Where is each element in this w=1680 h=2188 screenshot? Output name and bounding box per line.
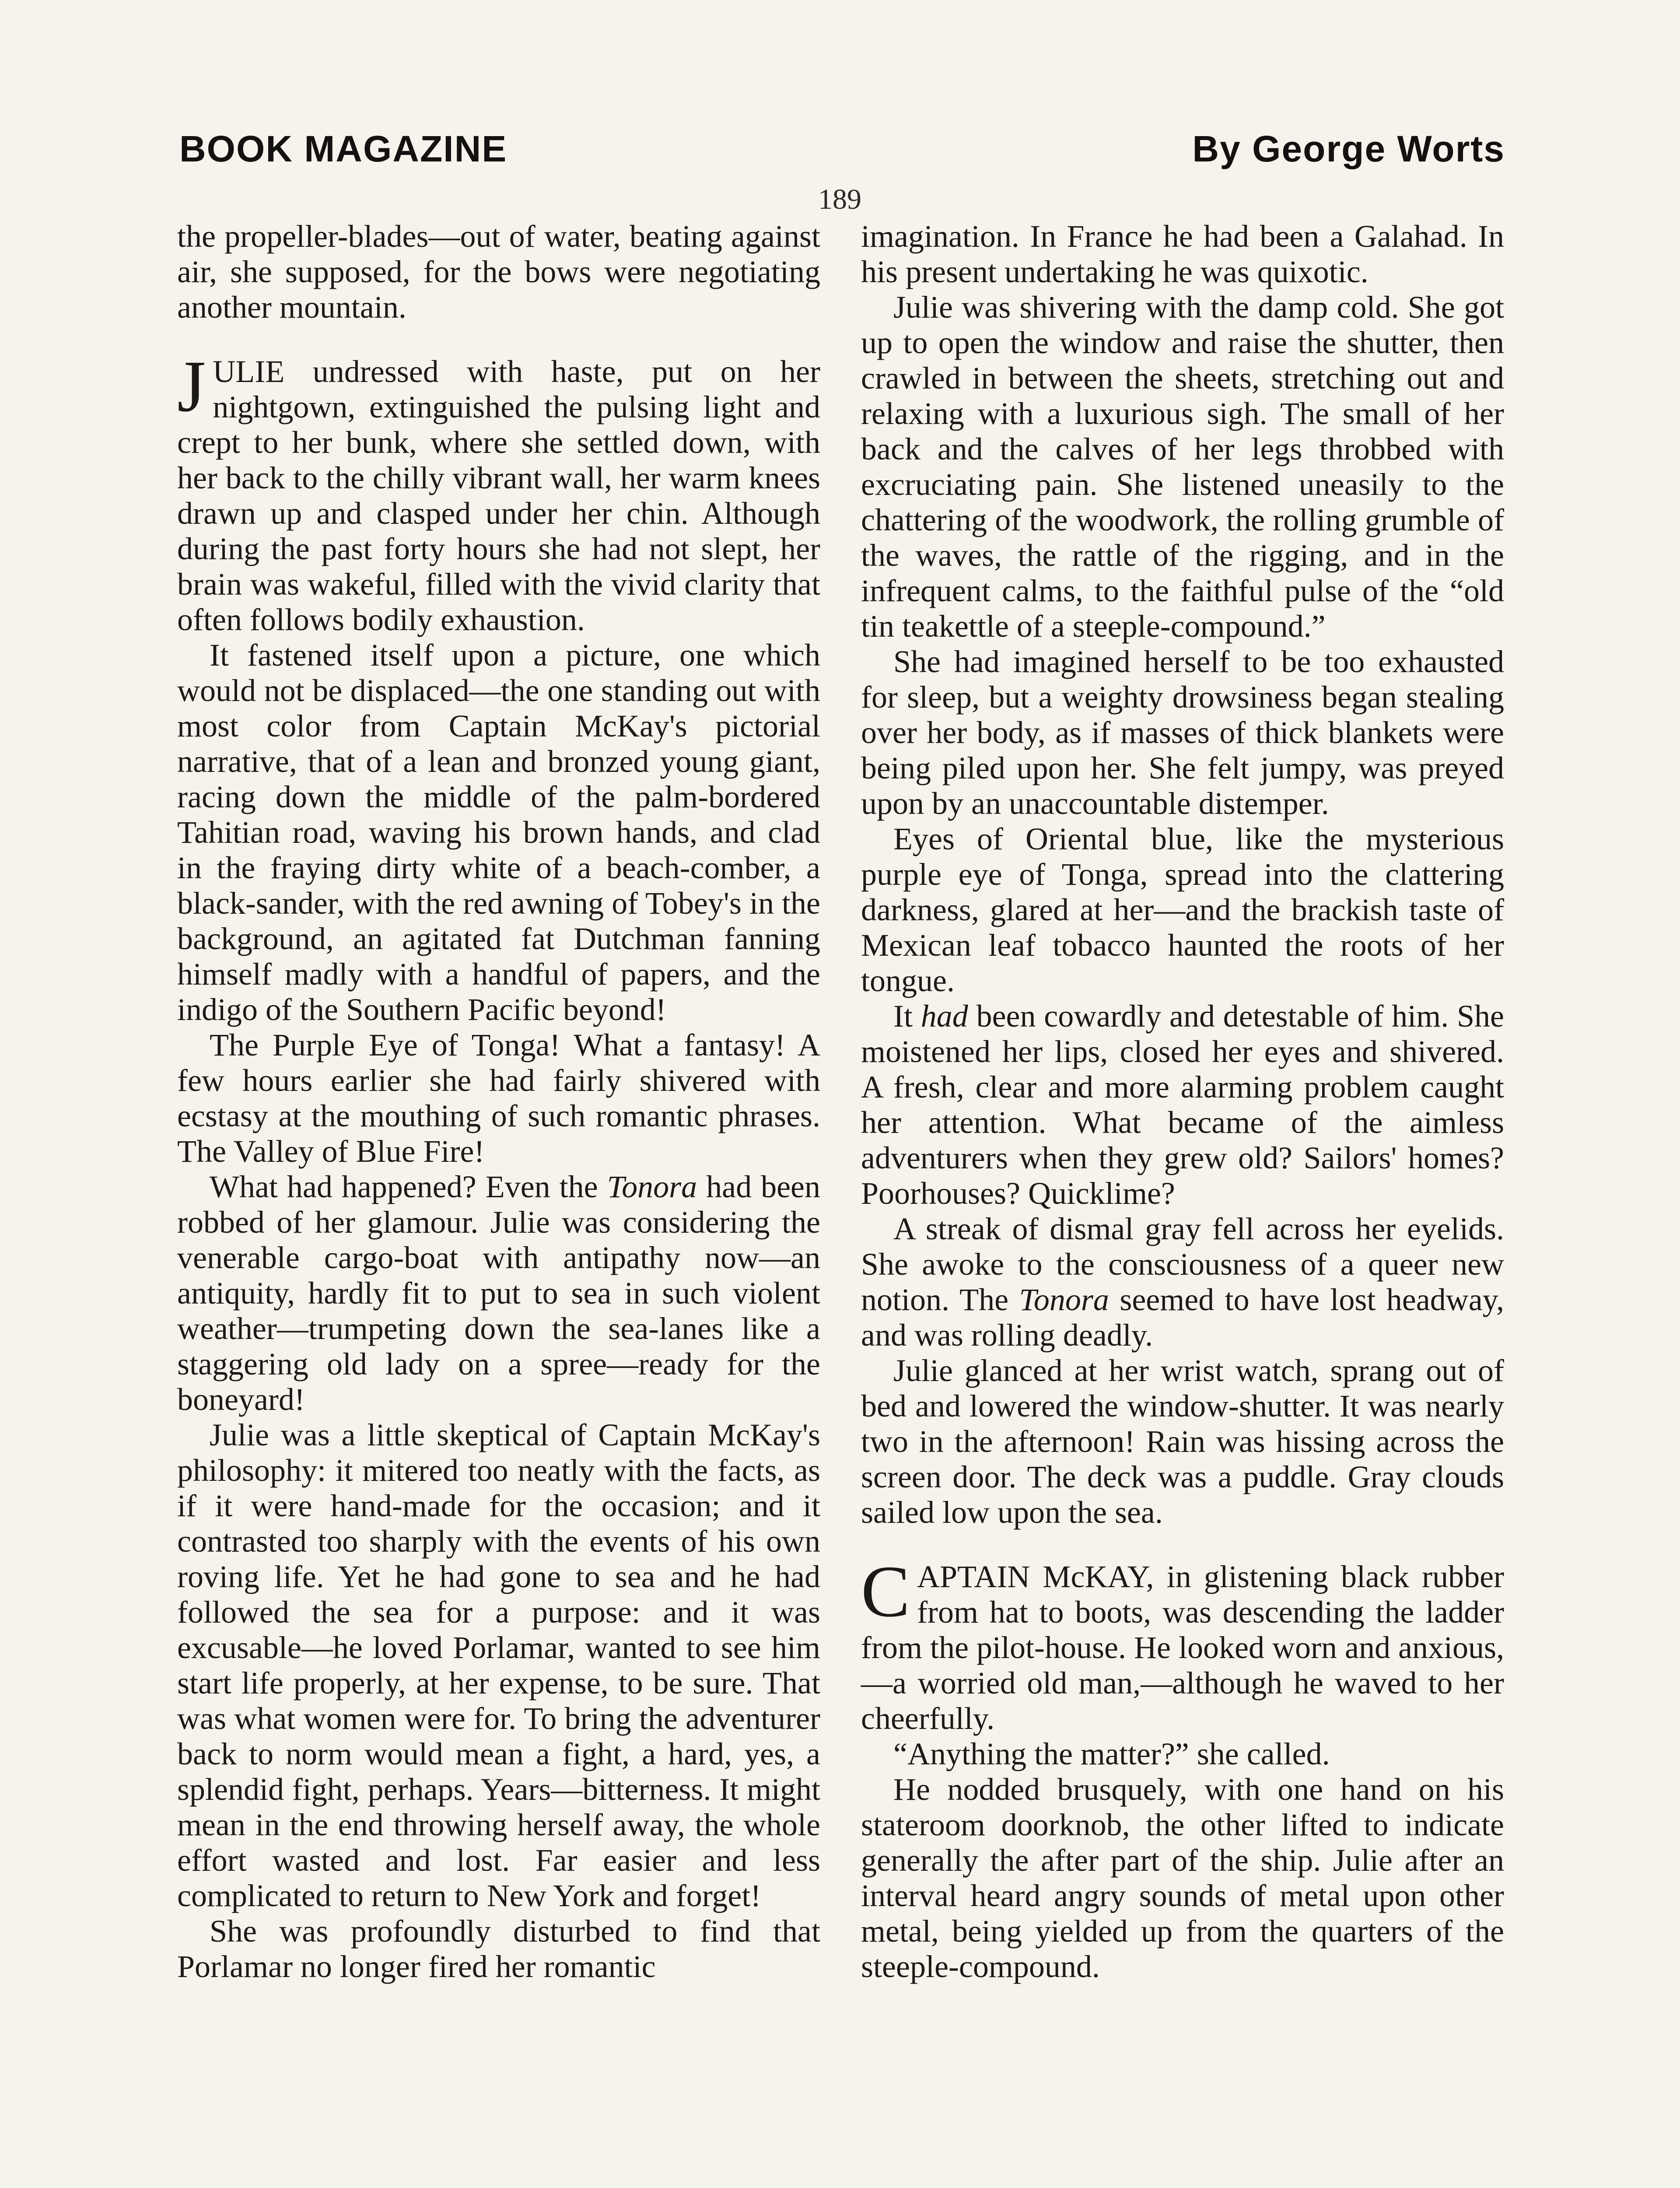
- magazine-title: BOOK MAGAZINE: [179, 128, 508, 169]
- paragraph: It fastened itself upon a picture, one which would not be displaced—the one standing out with most color from Captain McKay's pictorial narrative, that of a lean and bronzed young giant, racing down the middle of the palm-bordered Tahitian road, waving his brown hands, and clad in the fraying dirty white of a beach-comber, a black-sander, with the red awning of Tobey's in the background, an agitated fat Dutchman fanning himself madly with a handful of papers, and the indigo of the Southern Pacific beyond!: [177, 638, 820, 1027]
- paragraph: He nodded brusquely, with one hand on his stateroom doorknob, the other lifted to indicate generally the after part of the ship. Julie after an interval heard angry sounds of metal upon other metal, being yielded up from the quarters of the steeple-compound.: [861, 1772, 1504, 1984]
- paragraph: She was profoundly disturbed to find that Porlamar no longer fired her romantic: [177, 1914, 820, 1984]
- paragraph: imagination. In France he had been a Galahad. In his present undertaking he was quixotic.: [861, 219, 1504, 289]
- paragraph-text: seemed to have lost headway, and was rolling deadly.: [861, 1282, 1504, 1353]
- paragraph-dropcap: [177, 346, 820, 638]
- paragraph-text: had been robbed of her glamour. Julie was considering the venerable cargo-boat with antipathy now—an antiquity, hardly fit to put to sea in such violent weather—trumpeting down the sea-lanes like a staggering old lady on a spree—ready for the boneyard!: [177, 1169, 820, 1417]
- paragraph: The Purple Eye of Tonga! What a fantasy! A few hours earlier she had fairly shivered with ecstasy at the mouthing of such romantic phrases. The Valley of Blue Fire!: [177, 1027, 820, 1169]
- paragraph: [177, 1169, 820, 1417]
- ship-name: Tonora: [1019, 1282, 1109, 1317]
- paragraph: She had imagined herself to be too exhausted for sleep, but a weighty drowsiness began stealing over her body, as if masses of thick blankets were being piled upon her. She felt jumpy, was preyed upon by an unaccountable distemper.: [861, 644, 1504, 821]
- paragraph: [861, 999, 1504, 1211]
- paragraph-text: ULIE undressed with haste, put on her nightgown, extinguished the pulsing light and crept to her bunk, where she settled down, with her back to the chilly vibrant wall, her warm knees drawn up and clasped under her chin. Although during the past forty hours she had not slept, her brain was wakeful, filled with the vivid clarity that often follows bodily exhaustion.: [177, 354, 820, 637]
- paragraph: Julie was shivering with the damp cold. She got up to open the window and raise the shutter, then crawled in between the sheets, stretching out and relaxing with a luxurious sigh. The small of her back and the calves of her legs throbbed with excruciating pain. She listened uneasily to the chattering of the woodwork, the rolling grumble of the waves, the rattle of the rigging, and in the infrequent calms, to the faithful pulse of the “old tin teakettle of a steeple-compound.”: [861, 290, 1504, 644]
- author-byline: By George Worts: [1192, 128, 1505, 169]
- paragraph-dropcap: [861, 1551, 1504, 1736]
- emphasis: had: [920, 999, 968, 1034]
- paragraph-text: It: [893, 999, 921, 1034]
- paragraph-text: What had happened? Even the: [210, 1169, 607, 1204]
- paragraph: Eyes of Oriental blue, like the mysterious purple eye of Tonga, spread into the clattering darkness, glared at her—and the brackish taste of Mexican leaf tobacco haunted the roots of her tongue.: [861, 821, 1504, 998]
- ship-name: Tonora: [607, 1169, 697, 1204]
- right-text-column: [861, 219, 1504, 1985]
- paragraph-text: been cowardly and detestable of him. She moistened her lips, closed her eyes and shivered. A fresh, clear and more alarming problem caught her attention. What became of the aimless adventurers when they grew old? Sailors' homes? Poorhouses? Quicklime?: [861, 999, 1504, 1211]
- paragraph: [861, 1211, 1504, 1353]
- paragraph: Julie was a little skeptical of Captain McKay's philosophy: it mitered too neatly with the facts, as if it were hand-made for the occasion; and it contrasted too sharply with the events of his own roving life. Yet he had gone to sea and he had followed the sea for a purpose: and it was excusable—he loved Porlamar, wanted to see him start life properly, at her expense, to be sure. That was what women were for. To bring the adventurer back to norm would mean a fight, a hard, yes, a splendid fight, perhaps. Years—bitterness. It might mean in the end throwing herself away, the whole effort wasted and lost. Far easier and less complicated to return to New York and forget!: [177, 1417, 820, 1913]
- left-text-column: [177, 219, 820, 1985]
- paragraph: the propeller-blades—out of water, beating against air, she supposed, for the bows were negotiating another mountain.: [177, 219, 820, 325]
- drop-cap: C: [861, 1551, 910, 1632]
- page-number: 189: [818, 183, 861, 215]
- drop-cap: J: [177, 346, 206, 427]
- paragraph-text: APTAIN McKAY, in glistening black rubber from hat to boots, was descending the ladder from the pilot-house. He looked worn and anxious,—a worried old man,—although he waved to her cheerfully.: [861, 1559, 1504, 1736]
- paragraph: “Anything the matter?” she called.: [893, 1736, 1330, 1771]
- paragraph-text: A streak of dismal gray fell across her eyelids. She awoke to the consciousness of a queer new notion. The: [861, 1211, 1504, 1317]
- paragraph: Julie glanced at her wrist watch, sprang out of bed and lowered the window-shutter. It was nearly two in the afternoon! Rain was hissing across the screen door. The deck was a puddle. Gray clouds sailed low upon the sea.: [861, 1353, 1504, 1530]
